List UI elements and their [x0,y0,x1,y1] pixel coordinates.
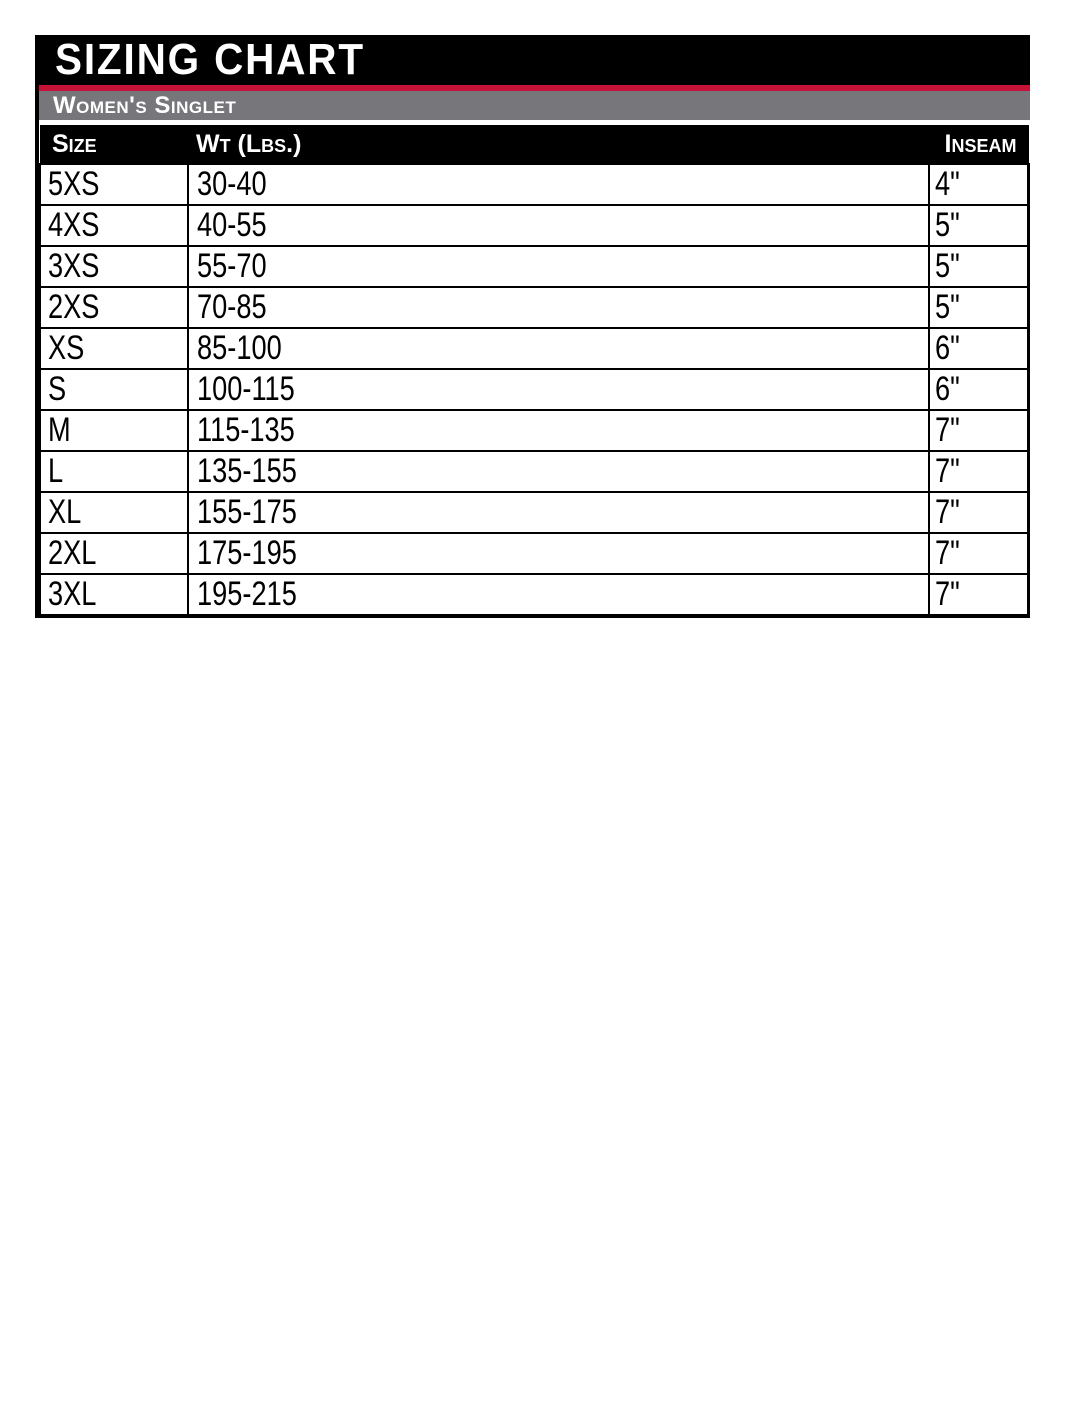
weight-cell: 70-85 [188,287,929,328]
size-cell: 2XL [40,533,188,574]
weight-cell: 195-215 [188,574,929,616]
table-row [40,328,1029,369]
size-cell: 5XS [40,164,188,205]
inseam-cell: 6" [929,369,1029,410]
table-row [40,205,1029,246]
size-cell: S [40,369,188,410]
size-cell: 2XS [40,287,188,328]
weight-cell: 40-55 [188,205,929,246]
weight-cell: 55-70 [188,246,929,287]
table-row [40,369,1029,410]
table-row [40,574,1029,616]
table-header-row [40,125,1029,164]
size-cell: M [40,410,188,451]
subtitle-bar [39,91,1030,120]
weight-cell: 155-175 [188,492,929,533]
inseam-cell: 7" [929,410,1029,451]
weight-cell: 115-135 [188,410,929,451]
weight-cell: 30-40 [188,164,929,205]
weight-cell: 100-115 [188,369,929,410]
table-row [40,246,1029,287]
column-header-weight: Wt (Lbs.) [188,125,929,164]
size-cell: 3XS [40,246,188,287]
size-cell: L [40,451,188,492]
column-header-size: Size [40,125,188,164]
page-title: SIZING CHART [55,35,365,84]
table-row [40,164,1029,205]
inseam-cell: 5" [929,287,1029,328]
table-row [40,410,1029,451]
title-bar [39,35,1030,85]
column-header-inseam: Inseam [929,125,1029,164]
table-row [40,533,1029,574]
size-cell: XS [40,328,188,369]
inseam-cell: 6" [929,328,1029,369]
inseam-cell: 7" [929,492,1029,533]
sizing-table [39,125,1030,618]
inseam-cell: 7" [929,451,1029,492]
subtitle-label: Women's Singlet [53,91,237,119]
table-row [40,451,1029,492]
size-cell: XL [40,492,188,533]
table-row [40,492,1029,533]
weight-cell: 135-155 [188,451,929,492]
inseam-cell: 4" [929,164,1029,205]
table-row [40,287,1029,328]
inseam-cell: 7" [929,533,1029,574]
inseam-cell: 7" [929,574,1029,616]
inseam-cell: 5" [929,246,1029,287]
inseam-cell: 5" [929,205,1029,246]
weight-cell: 85-100 [188,328,929,369]
size-cell: 4XS [40,205,188,246]
weight-cell: 175-195 [188,533,929,574]
sizing-chart-sheet [35,35,1030,618]
size-cell: 3XL [40,574,188,616]
